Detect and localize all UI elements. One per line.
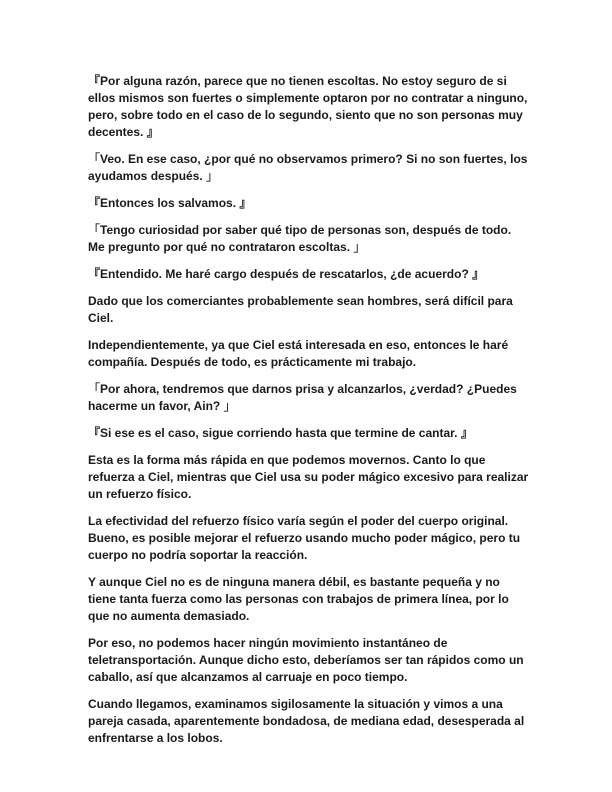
paragraph-10: Esta es la forma más rápida en que podemos movernos. Canto lo que refuerza a Ciel, mientras que Ciel usa su poder mágico excesivo para realizar un refuerzo físico. (88, 453, 529, 501)
paragraph-6: Dado que los comerciantes probablemente sean hombres, será difícil para Ciel. (88, 294, 513, 325)
paragraph-5: 『Entendido. Me haré cargo después de rescatarlos, ¿de acuerdo? 』 (88, 267, 485, 281)
document-page (88, 73, 530, 757)
paragraph-14: Cuando llegamos, examinamos sigilosamente la situación y vimos a una pareja casada, aparentemente bondadosa, de mediana edad, desesperada al enfrentarse a los lobos. (88, 697, 525, 745)
paragraph-3: 『Entonces los salvamos. 』 (88, 196, 252, 210)
paragraph-7: Independientemente, ya que Ciel está interesada en eso, entonces le haré compañía. Después de todo, es prácticamente mi trabajo. (88, 338, 509, 369)
paragraph-9: 『Si ese es el caso, sigue corriendo hasta que termine de cantar. 』 (88, 426, 473, 440)
paragraph-8: 「Por ahora, tendremos que darnos prisa y alcanzarlos, ¿verdad? ¿Puedes hacerme un favor, Ain? 」 (88, 382, 517, 413)
paragraph-13: Por eso, no podemos hacer ningún movimiento instantáneo de teletransportación. Aunque dicho esto, deberíamos ser tan rápidos como un caballo, así que alcanzamos al carruaje en poco tiempo. (88, 636, 524, 684)
paragraph-4: 「Tengo curiosidad por saber qué tipo de personas son, después de todo. Me pregunto por qué no contrataron escoltas. 」 (88, 223, 512, 254)
paragraph-1: 『Por alguna razón, parece que no tienen escoltas. No estoy seguro de si ellos mismos son fuertes o simplemente optaron por no contratar a ninguno, pero, sobre todo en el caso de lo segundo, siento que no son personas muy decentes. 』 (88, 74, 528, 139)
paragraph-11: La efectividad del refuerzo físico varía según el poder del cuerpo original. Bueno, es posible mejorar el refuerzo usando mucho poder mágico, pero tu cuerpo no podría soportar la reacción. (88, 514, 521, 562)
paragraph-12: Y aunque Ciel no es de ninguna manera débil, es bastante pequeña y no tiene tanta fuerza como las personas con trabajos de primera línea, por lo que no aumenta demasiado. (88, 575, 509, 623)
paragraph-2: 「Veo. En ese caso, ¿por qué no observamos primero? Si no son fuertes, los ayudamos después. 」 (88, 152, 528, 183)
